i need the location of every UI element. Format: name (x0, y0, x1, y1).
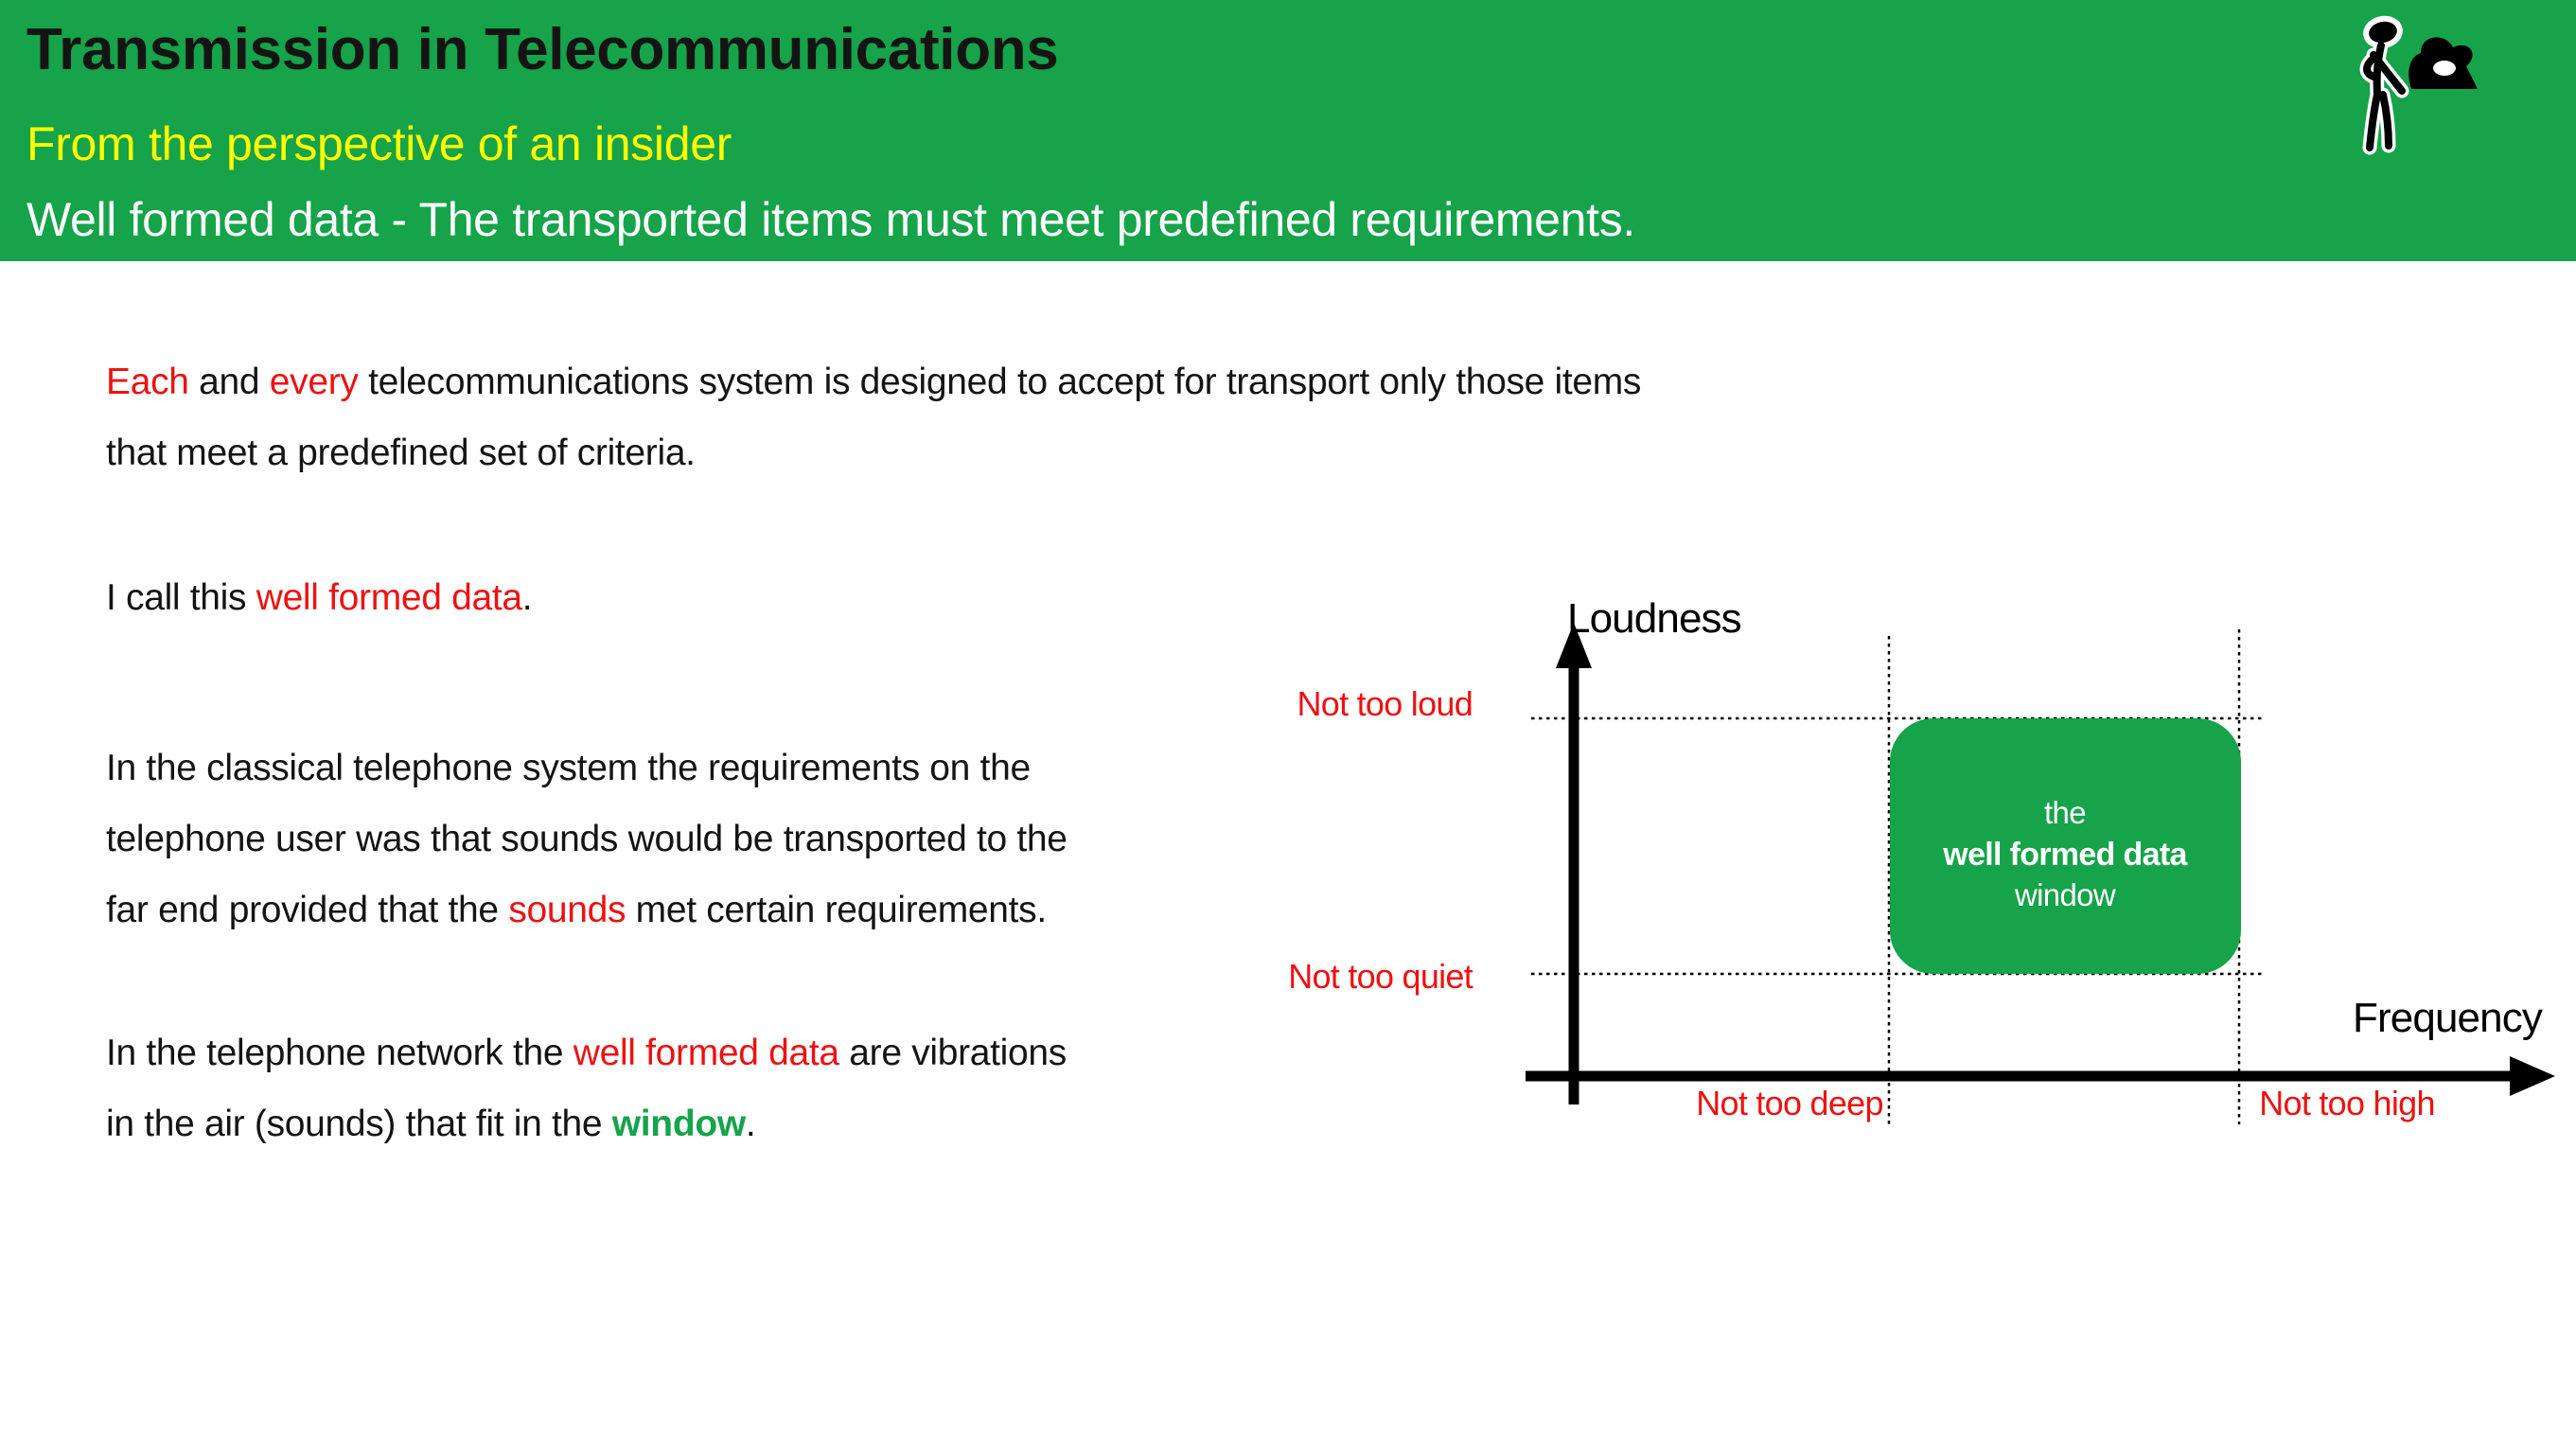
telephone-icon (2408, 37, 2478, 89)
window-label-line2: well formed data (1943, 837, 2187, 873)
not-too-deep-label: Not too deep (1696, 1084, 1883, 1122)
not-too-loud-label: Not too loud (1297, 684, 1473, 723)
paragraph-i-call-this: I call this well formed data. (106, 577, 533, 618)
window-label-line1: the (2044, 795, 2086, 830)
person-with-telephone-icon (2334, 13, 2495, 169)
x-axis-label: Frequency (2353, 995, 2542, 1041)
slide-header (0, 0, 2576, 261)
y-axis-label: Loudness (1567, 595, 1741, 642)
slide-tagline: Well formed data - The transported items must meet predefined requirements. (26, 193, 1635, 246)
slide-title: Transmission in Telecommunications (26, 17, 1059, 82)
paragraph-each-and-every: Each and every telecommunications system is designed to accept for transport only those items that meet a predefined set of criteria. (106, 362, 1642, 473)
paragraph-telephone-network: In the telephone network the well formed data are vibrations in the air (sounds) that fit in the window. (106, 1033, 1067, 1144)
paragraph-classical-telephone: In the classical telephone system the requirements on the telephone user was that sounds would be transported to the far end provided that the sounds met certain requirements. (106, 748, 1067, 930)
not-too-quiet-label: Not too quiet (1288, 957, 1473, 996)
not-too-high-label: Not too high (2259, 1084, 2435, 1122)
slide-subtitle: From the perspective of an insider (26, 117, 732, 170)
x-axis-arrow-icon (2510, 1056, 2555, 1096)
well-formed-data-window-diagram (1287, 587, 2576, 1166)
window-label-line3: window (2014, 877, 2116, 912)
